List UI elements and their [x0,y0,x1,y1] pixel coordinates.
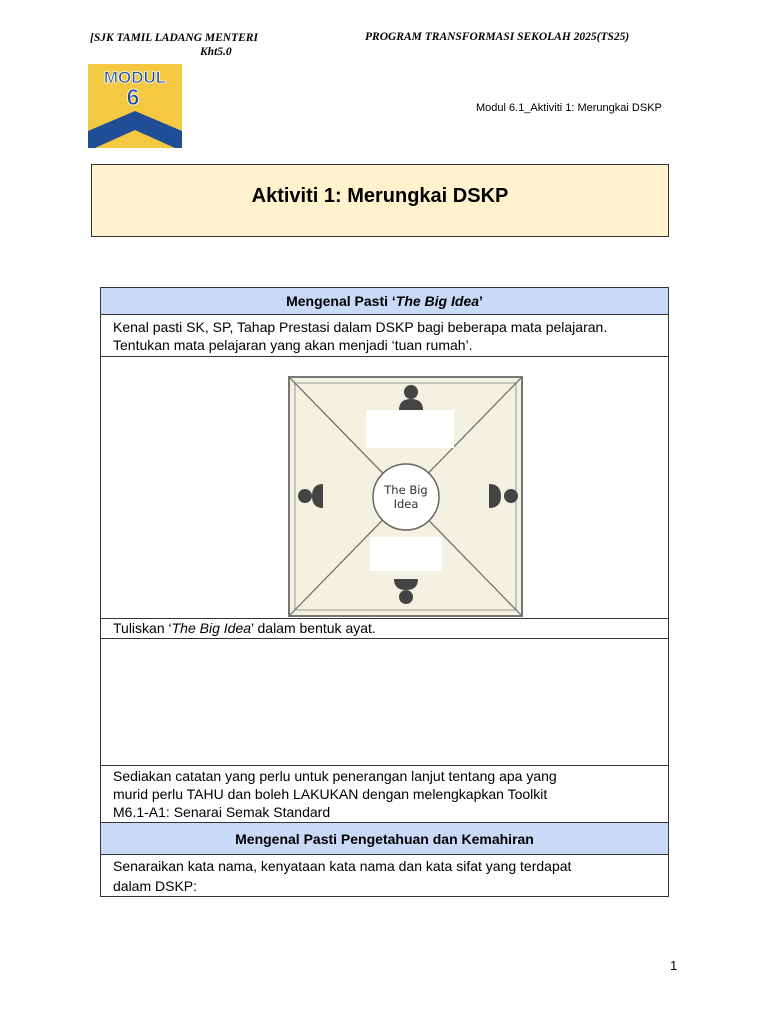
notes-instruction [101,766,669,823]
instruction-line: Tentukan mata pelajaran yang akan menjadi ‘tuan rumah’. [113,337,473,353]
big-idea-label: The Big [384,483,428,497]
notes-row [101,766,669,823]
diagram-row [101,357,669,619]
diagram-cell [101,357,669,619]
section2-heading-row [101,823,669,855]
write-instruction-row [101,619,669,639]
instruction-line: Kenal pasti SK, SP, Tahap Prestasi dalam DSKP bagi beberapa mata pelajaran. [113,319,608,335]
program-header: PROGRAM TRANSFORMASI SEKOLAH 2025(TS25) [365,31,630,43]
top-placeholder [366,410,454,448]
activity-table [100,287,669,897]
instruction-line: dalam DSKP: [113,878,198,894]
notes-line: M6.1-A1: Senarai Semak Standard [113,804,331,820]
title-box [91,164,669,237]
section2-instruction [101,855,669,897]
page-number: 1 [670,958,678,973]
section2-instruction-row [101,855,669,897]
svg-text:MODUL: MODUL [103,68,167,87]
section1-heading-row [101,288,669,315]
big-idea-label: Idea [393,497,419,511]
school-name: [SJK TAMIL LADANG MENTERI [90,32,258,44]
write-instruction: Tuliskan ‘The Big Idea’ dalam bentuk ayat. [101,619,669,639]
section1-instruction [101,315,669,357]
big-idea-diagram [288,376,524,618]
page-title: Aktiviti 1: Merungkai DSKP [251,185,509,207]
notes-line: Sediakan catatan yang perlu untuk penerangan lanjut tentang apa yang [113,768,557,784]
notes-line: murid perlu TAHU dan boleh LAKUKAN dengan melengkapkan Toolkit [113,786,548,802]
answer-row [101,639,669,766]
section1-heading: Mengenal Pasti ‘The Big Idea’ [101,288,669,315]
school-header [90,31,290,59]
school-code: Kht5.0 [200,46,232,58]
section1-instruction-row [101,315,669,357]
instruction-line: Senaraikan kata nama, kenyataan kata nama dan kata sifat yang terdapat [113,858,572,874]
modul-6-logo [88,64,182,148]
module-reference: Modul 6.1_Aktiviti 1: Merungkai DSKP [476,102,662,114]
svg-text:6: 6 [126,84,140,110]
answer-area[interactable] [101,639,669,766]
section2-heading: Mengenal Pasti Pengetahuan dan Kemahiran [101,823,669,855]
bottom-placeholder [370,537,442,571]
